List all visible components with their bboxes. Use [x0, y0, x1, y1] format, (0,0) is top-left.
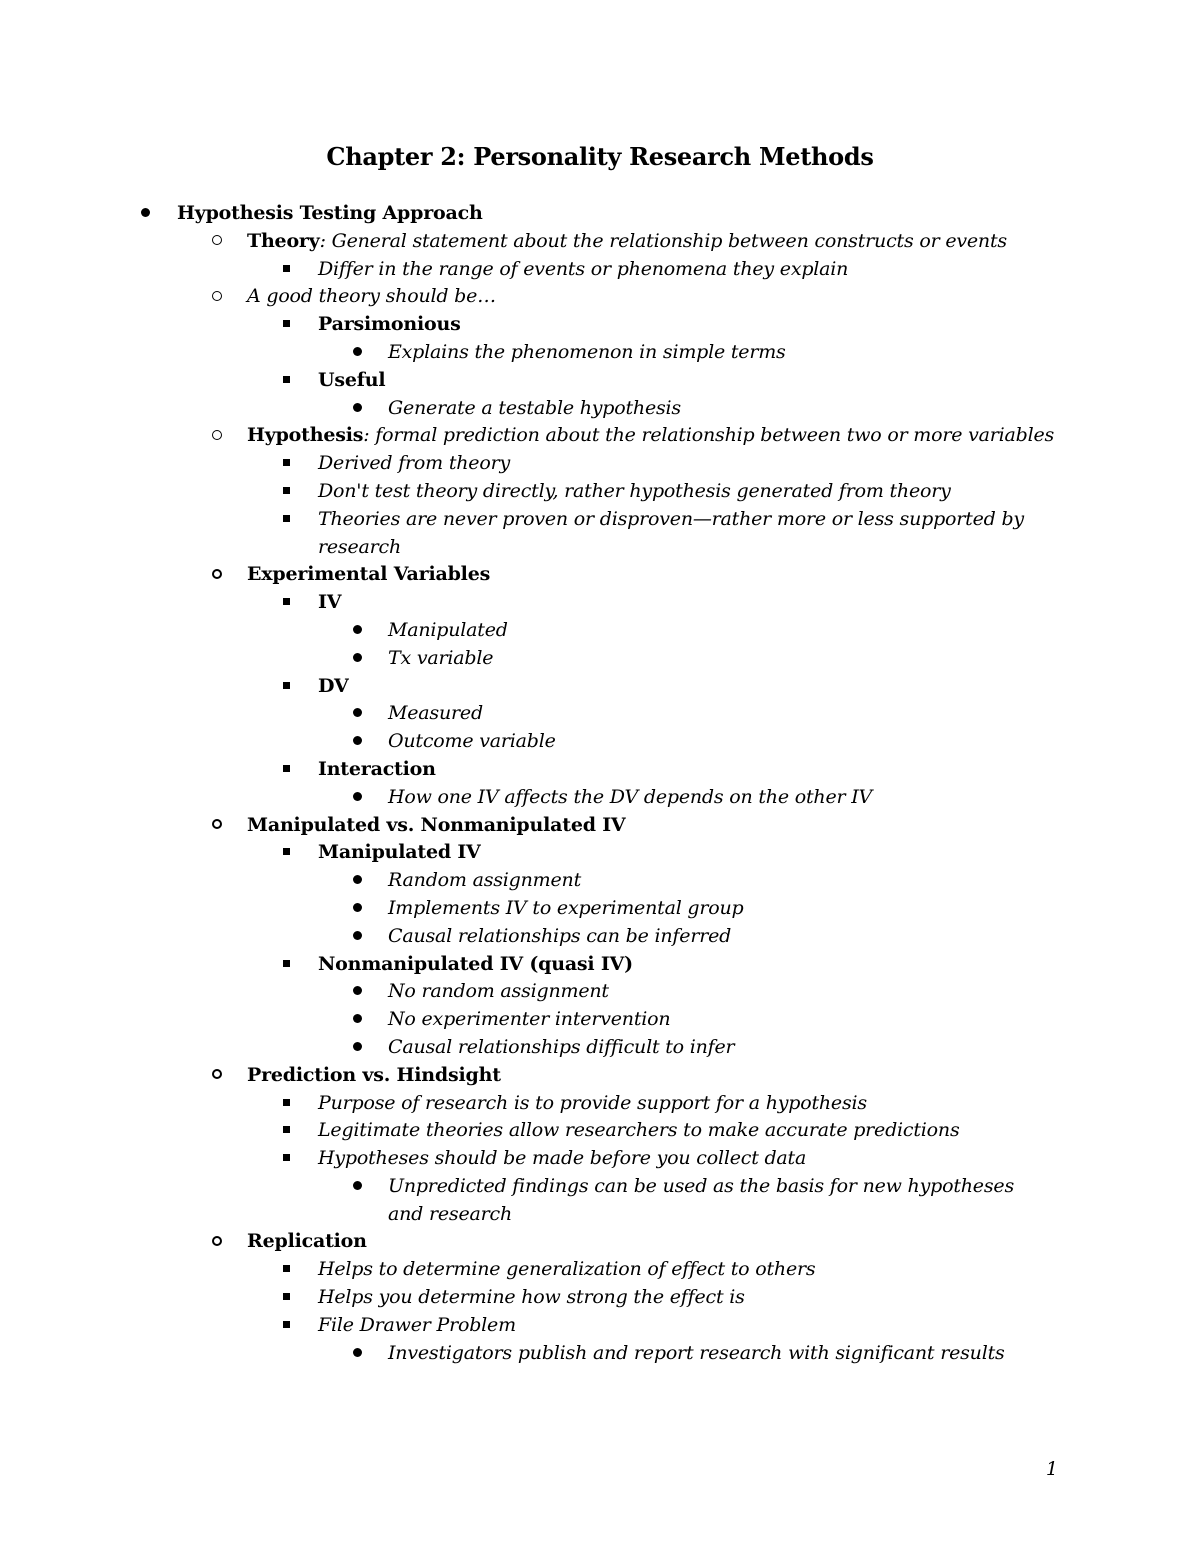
bullet-disc-icon	[353, 1006, 362, 1034]
bullet-square-icon	[283, 839, 290, 867]
bullet-disc-icon	[353, 700, 362, 728]
list-item: Theory: General statement about the relationship between constructs or events	[0, 228, 1200, 256]
list-item: Nonmanipulated IV (quasi IV)	[0, 951, 1200, 979]
page-title: Chapter 2: Personality Research Methods	[326, 142, 874, 171]
bullet-disc-icon	[353, 617, 362, 645]
list-item: Measured	[0, 700, 1200, 728]
bullet-square-icon	[283, 506, 290, 534]
page-number: 1	[1045, 1458, 1058, 1480]
bullet-circle-icon	[212, 422, 222, 450]
list-item: IV	[0, 589, 1200, 617]
list-item: Implements IV to experimental group	[0, 895, 1200, 923]
bullet-square-icon	[283, 1090, 290, 1118]
list-item: Prediction vs. Hindsight	[0, 1062, 1200, 1090]
list-item: Manipulated vs. Nonmanipulated IV	[0, 812, 1200, 840]
bullet-square-icon	[283, 1256, 290, 1284]
list-item: Generate a testable hypothesis	[0, 395, 1200, 423]
bullet-disc-icon	[353, 645, 362, 673]
bullet-square-icon	[283, 478, 290, 506]
list-item: How one IV affects the DV depends on the other IV	[0, 784, 1200, 812]
bullet-circle-icon	[212, 228, 222, 256]
bullet-square-icon	[283, 1145, 290, 1173]
bullet-circle-icon	[212, 561, 222, 589]
bullet-square-icon	[283, 589, 290, 617]
bullet-disc-icon	[353, 978, 362, 1006]
list-item: Purpose of research is to provide support for a hypothesis	[0, 1090, 1200, 1118]
bullet-disc-icon	[353, 923, 362, 951]
bullet-square-icon	[283, 256, 290, 284]
bullet-disc-icon	[353, 1173, 362, 1201]
list-item: Theories are never proven or disproven—rather more or less supported by research	[0, 506, 1200, 562]
outline	[0, 200, 1200, 1367]
bullet-square-icon	[283, 1312, 290, 1340]
list-item: File Drawer Problem	[0, 1312, 1200, 1340]
bullet-square-icon	[283, 756, 290, 784]
list-item: Unpredicted findings can be used as the basis for new hypotheses and research	[0, 1173, 1200, 1229]
list-item: No random assignment	[0, 978, 1200, 1006]
bullet-disc-icon	[141, 200, 150, 228]
list-item: Manipulated	[0, 617, 1200, 645]
bullet-circle-icon	[212, 1228, 222, 1256]
list-item: Differ in the range of events or phenomena they explain	[0, 256, 1200, 284]
bullet-disc-icon	[353, 339, 362, 367]
list-item: Interaction	[0, 756, 1200, 784]
bullet-disc-icon	[353, 895, 362, 923]
list-item: Manipulated IV	[0, 839, 1200, 867]
list-item: Investigators publish and report research with significant results	[0, 1340, 1200, 1368]
list-item: Helps you determine how strong the effect is	[0, 1284, 1200, 1312]
list-item: Random assignment	[0, 867, 1200, 895]
bullet-circle-icon	[212, 812, 222, 840]
bullet-square-icon	[283, 951, 290, 979]
bullet-disc-icon	[353, 867, 362, 895]
bullet-circle-icon	[212, 1062, 222, 1090]
list-item: Hypothesis Testing Approach	[0, 200, 1200, 228]
list-item: Causal relationships difficult to infer	[0, 1034, 1200, 1062]
list-item: Helps to determine generalization of effect to others	[0, 1256, 1200, 1284]
list-item: Replication	[0, 1228, 1200, 1256]
bullet-square-icon	[283, 673, 290, 701]
list-item: Legitimate theories allow researchers to make accurate predictions	[0, 1117, 1200, 1145]
bullet-square-icon	[283, 1117, 290, 1145]
list-item: Don't test theory directly, rather hypothesis generated from theory	[0, 478, 1200, 506]
list-item: No experimenter intervention	[0, 1006, 1200, 1034]
bullet-disc-icon	[353, 1340, 362, 1368]
list-item: Derived from theory	[0, 450, 1200, 478]
list-item: Useful	[0, 367, 1200, 395]
bullet-disc-icon	[353, 1034, 362, 1062]
bullet-square-icon	[283, 450, 290, 478]
list-item: DV	[0, 673, 1200, 701]
list-item: Hypothesis: formal prediction about the relationship between two or more variables	[0, 422, 1200, 450]
list-item: Causal relationships can be inferred	[0, 923, 1200, 951]
list-item: Hypotheses should be made before you collect data	[0, 1145, 1200, 1173]
list-item: Explains the phenomenon in simple terms	[0, 339, 1200, 367]
list-item: Experimental Variables	[0, 561, 1200, 589]
bullet-square-icon	[283, 1284, 290, 1312]
list-item: Tx variable	[0, 645, 1200, 673]
list-item: Outcome variable	[0, 728, 1200, 756]
list-item: A good theory should be…	[0, 283, 1200, 311]
bullet-disc-icon	[353, 728, 362, 756]
bullet-disc-icon	[353, 395, 362, 423]
list-item: Parsimonious	[0, 311, 1200, 339]
bullet-circle-icon	[212, 283, 222, 311]
bullet-square-icon	[283, 367, 290, 395]
bullet-square-icon	[283, 311, 290, 339]
bullet-disc-icon	[353, 784, 362, 812]
